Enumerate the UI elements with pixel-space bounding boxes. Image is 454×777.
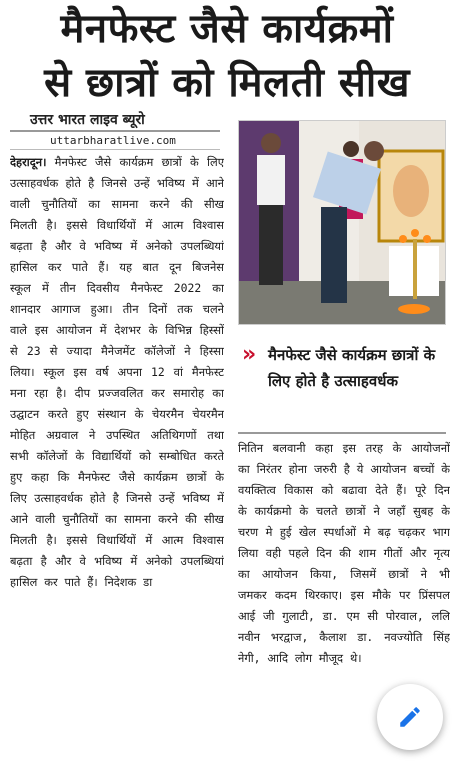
article-photo — [238, 120, 446, 325]
headline-line-1: मैनफेस्ट जैसे कार्यक्रमों — [60, 6, 394, 52]
byline: उत्तर भारत लाइव ब्यूरो — [30, 112, 145, 128]
edit-fab-button[interactable] — [377, 684, 443, 750]
article-text-right: नितिन बलवानी कहा इस तरह के आयोजनों का निरंतर होना जरुरी है ये आयोजन बच्चों के वयक्तित्व विकास को बढावा देते हैं। पूरे दिन के कार्यक्रमो के चलते छात्रों ने जहाँ सुबह के चरण मे हुई खेल स्पर्धाओं मे बढ़ चढ़कर भाग लिया वही पहले दिन की शाम गीतों और नृत्य का आयोजन किया, जिसमें छात्रों ने भी जमकर कदम थिरकाए। इस मौके पर प्रिंसपल आई जी गुलाटी, डा. एम सी पोरवाल, ललि नवीन भरद्वाज, कैलाश डा. नवज्योति सिंह नेगी, आदि लोग मौजूद थे। — [238, 441, 450, 665]
divider — [238, 432, 446, 434]
article-text-left: मैनफेस्ट जैसे कार्यक्रम छात्रों के लिए उत्साहवर्धक होते है जिनसे उन्हें भविष्य में आने वाली चुनौतियों का सामना करने की सीख मिलती है। इससे विधार्थियों में आत्म विश्वास बढ़ता है और वे भविष्य में अनेको उपलब्धियां हासिल कर पाते हैं। यह बात दून बिजनेस स्कूल में तीन दिवसीय मैनफेस्ट 2022 का शानदार आगाज हुआ। तीन दिनों तक चलने वाले इस आयोजन में देशभर के विभिन्न हिस्सों से 23 से ज्यादा मैनेजमेंट कॉलेजों ने हिस्सा लिया। स्कूल इस वर्ष अपना 12 वां मैनफेस्ट मना रहा है। दीप प्रज्जवलित कर समारोह का उद्घाटन करते हुए संस्थान के चेयरमैन चेयरमैन मोहित अग्रवाल ने उपस्थित अतिथिगणों तथा सभी कॉलेजों के विद्यार्थियों को सम्बोधित करते हुए कहा कि मैनफेस्ट जैसे कार्यक्रम छात्रों के लिए उत्साहवर्धक होते है जिनसे उन्हें भविष्य में आने वाली चुनौतियों का सामना करने की सीख मिलती है। इससे विधार्थियों में आत्म विश्वास बढ़ता है और वे भविष्य में अनेको उपलब्धियां हासिल कर पाते हैं। निदेशक डा — [10, 155, 224, 589]
dateline: देहरादून। — [10, 155, 47, 169]
pull-quote-text: मैनफेस्ट जैसे कार्यक्रम छात्रों के लिए होते है उत्साहवर्धक — [268, 346, 436, 390]
quote-marker-icon: » — [242, 342, 257, 367]
headline-line-2: से छात्रों को मिलती सीख — [44, 60, 410, 106]
divider — [10, 149, 220, 150]
pencil-icon — [397, 704, 423, 730]
pull-quote — [238, 340, 450, 430]
divider — [10, 130, 220, 132]
event-photo-illustration — [239, 121, 446, 325]
article-left-column — [10, 152, 224, 777]
website-url: uttarbharatlive.com — [50, 134, 176, 147]
